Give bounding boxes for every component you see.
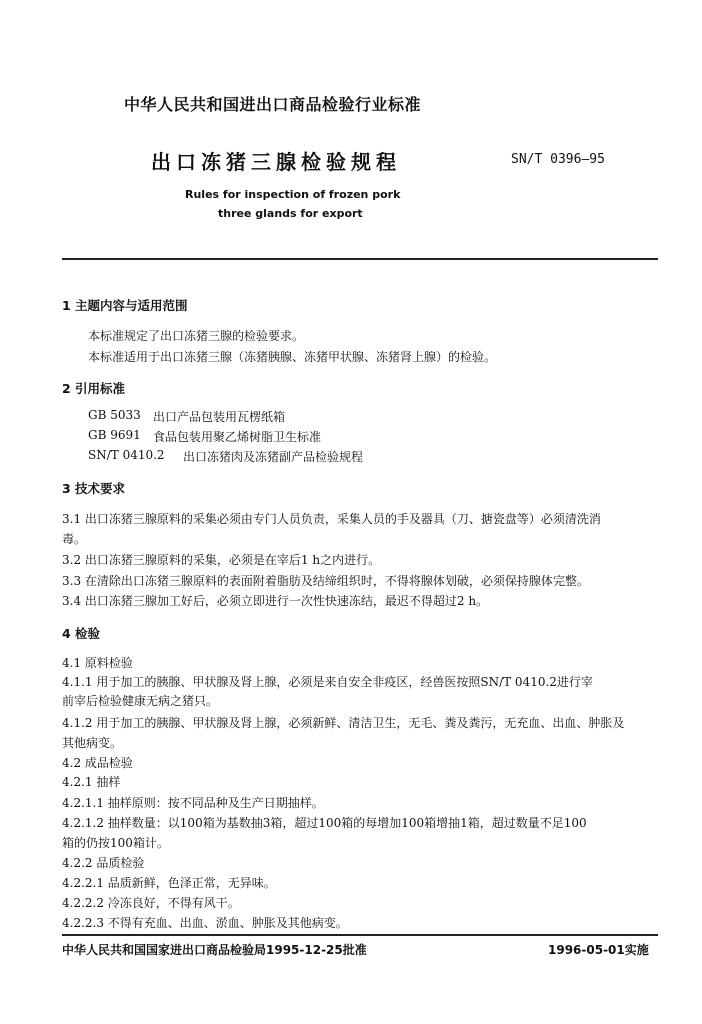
clause-4-1: 4.1 原料检验 xyxy=(62,656,133,670)
clause-4-2-2: 4.2.2 品质检验 xyxy=(62,856,145,870)
clause-4-1-1-line-2: 前宰后检验健康无病之猪只。 xyxy=(62,694,219,708)
clause-3-4: 3.4 出口冻猪三腺加工好后，必须立即进行一次性快速冻结，最迟不得超过2 h。 xyxy=(62,594,489,608)
approval-statement: 中华人民共和国国家进出口商品检验局1995-12-25批准 xyxy=(62,943,367,957)
clause-4-2: 4.2 成品检验 xyxy=(62,756,133,770)
reference-code: SN/T 0410.2 xyxy=(88,448,165,462)
reference-title: 出口产品包装用瓦楞纸箱 xyxy=(153,410,286,424)
section-1-paragraph-2: 本标准适用于出口冻猪三腺（冻猪胰腺、冻猪甲状腺、冻猪肾上腺）的检验。 xyxy=(88,350,497,364)
section-2-heading: 2 引用标准 xyxy=(62,381,126,396)
clause-4-1-1-line-1: 4.1.1 用于加工的胰腺、甲状腺及肾上腺，必须是来自安全非疫区，经兽医按照SN/T 0410.2进行宰 xyxy=(62,675,593,689)
clause-4-2-1-1: 4.2.1.1 抽样原则：按不同品种及生产日期抽样。 xyxy=(62,796,324,810)
section-3-heading: 3 技术要求 xyxy=(62,481,126,496)
clause-4-2-1-2-line-2: 箱的仍按100箱计。 xyxy=(62,836,169,850)
reference-code: GB 5033 xyxy=(88,408,141,422)
clause-4-2-1-2-line-1: 4.2.1.2 抽样数量：以100箱为基数抽3箱，超过100箱的每增加100箱增抽1箱，超过数量不足100 xyxy=(62,816,587,830)
reference-title: 食品包装用聚乙烯树脂卫生标准 xyxy=(153,430,322,444)
clause-4-1-2-line-2: 其他病变。 xyxy=(62,736,123,750)
reference-code: GB 9691 xyxy=(88,428,141,442)
clause-4-2-2-1: 4.2.2.1 品质新鲜，色泽正常，无异味。 xyxy=(62,876,276,890)
clause-4-2-2-2: 4.2.2.2 冷冻良好，不得有风干。 xyxy=(62,896,240,910)
effective-date: 1996-05-01实施 xyxy=(548,943,649,957)
english-title-line-2: three glands for export xyxy=(218,207,363,220)
section-1-heading: 1 主题内容与适用范围 xyxy=(62,298,188,313)
clause-3-1-line-2: 毒。 xyxy=(62,532,87,546)
doc-title: 出口冻猪三腺检验规程 xyxy=(151,150,401,174)
clause-4-2-1: 4.2.1 抽样 xyxy=(62,775,121,789)
clause-4-1-2-line-1: 4.1.2 用于加工的胰腺、甲状腺及肾上腺，必须新鲜、清洁卫生，无毛、粪及粪污，无充血、出血、肿胀及 xyxy=(62,716,625,730)
section-4-heading: 4 检验 xyxy=(62,626,101,641)
english-title-line-1: Rules for inspection of frozen pork xyxy=(185,188,401,201)
clause-3-1-line-1: 3.1 出口冻猪三腺原料的采集必须由专门人员负责，采集人员的手及器具（刀、搪瓷盘等）必须清洗消 xyxy=(62,512,601,526)
footer-divider xyxy=(62,934,658,936)
doc-code: SN/T 0396—95 xyxy=(511,152,605,167)
clause-3-3: 3.3 在清除出口冻猪三腺原料的表面附着脂肪及结缔组织时，不得将腺体划破，必须保持腺体完整。 xyxy=(62,574,589,588)
clause-3-2: 3.2 出口冻猪三腺原料的采集，必须是在宰后1 h之内进行。 xyxy=(62,553,381,567)
header-divider xyxy=(62,258,658,260)
org-title: 中华人民共和国进出口商品检验行业标准 xyxy=(124,95,422,114)
clause-4-2-2-3: 4.2.2.3 不得有充血、出血、淤血、肿胀及其他病变。 xyxy=(62,916,348,930)
reference-title: 出口冻猪肉及冻猪副产品检验规程 xyxy=(183,450,364,464)
section-1-paragraph-1: 本标准规定了出口冻猪三腺的检验要求。 xyxy=(88,329,305,343)
